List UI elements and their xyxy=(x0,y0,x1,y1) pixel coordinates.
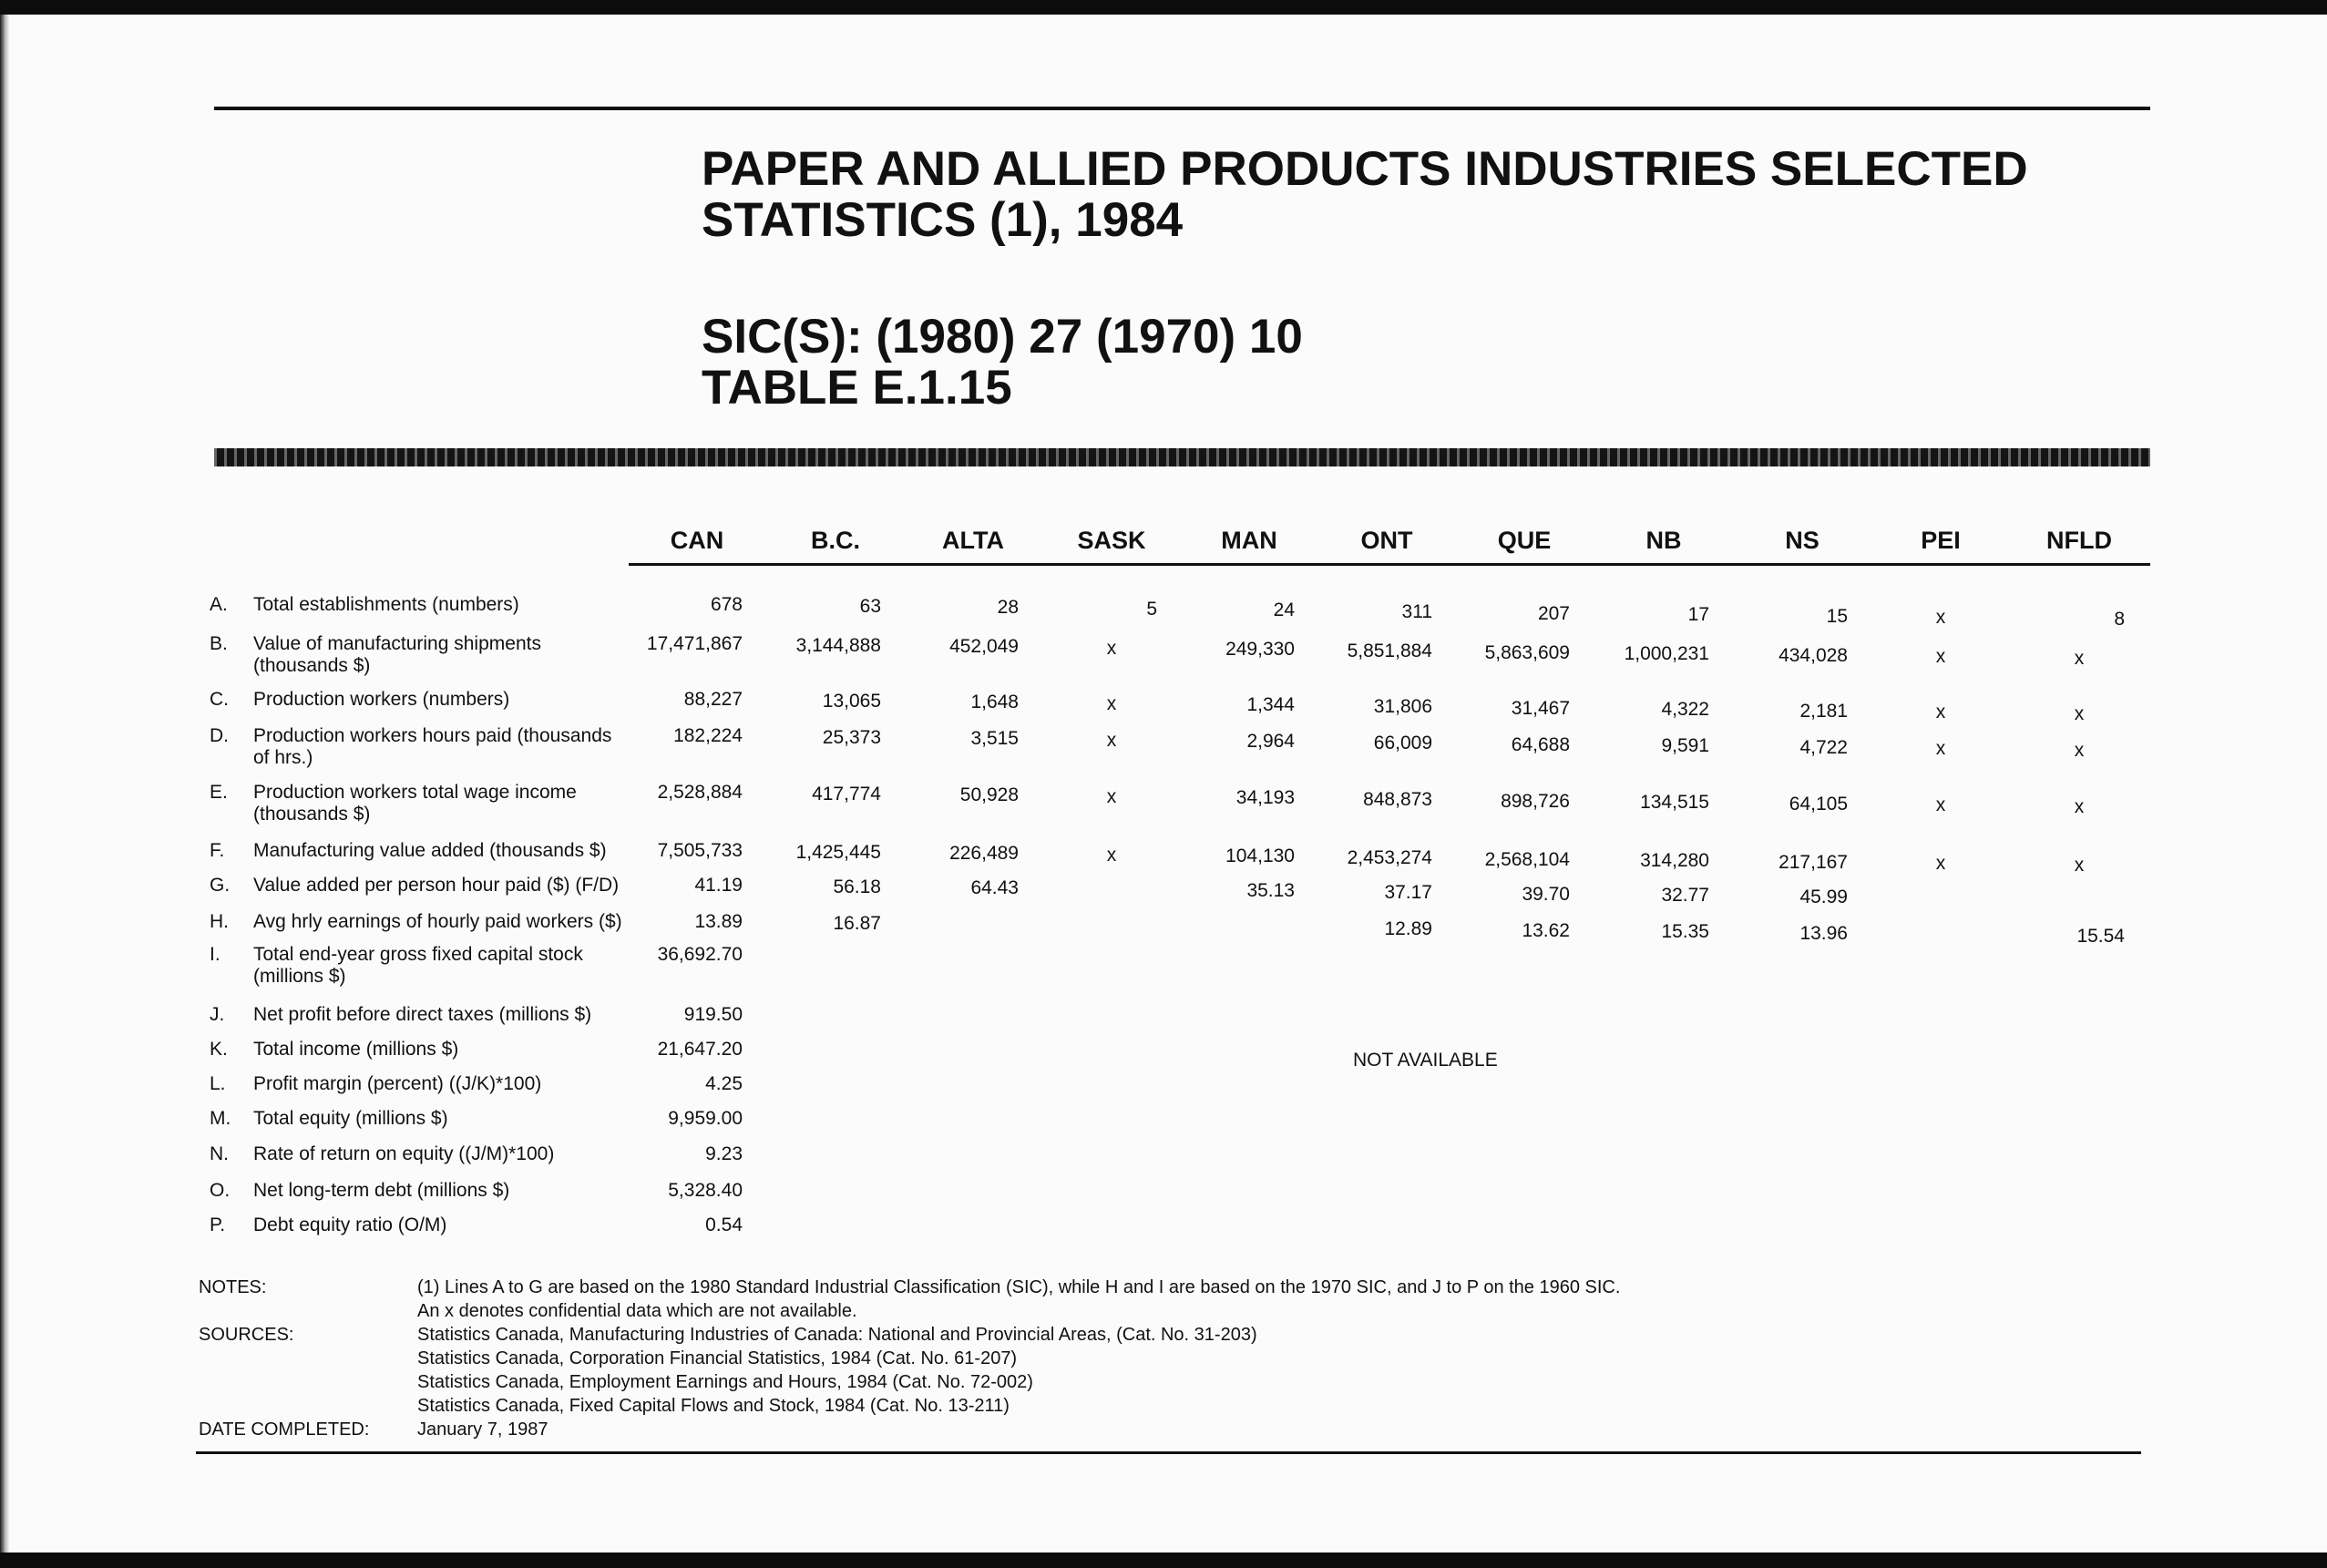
table-cell: 16.87 xyxy=(833,912,881,934)
table-cell: x xyxy=(2074,703,2085,724)
table-cell: 434,028 xyxy=(1779,644,1848,666)
sic-header xyxy=(702,312,1303,414)
row-label: Net profit before direct taxes (millions $) xyxy=(253,1004,592,1025)
table-cell: x xyxy=(1935,646,1946,668)
table-cell: 104,130 xyxy=(1225,845,1295,867)
row-label: Profit margin (percent) ((J/K)*100) xyxy=(253,1073,542,1094)
table-cell: x xyxy=(1106,844,1117,866)
table-cell: 15.35 xyxy=(1661,921,1709,943)
row-label: Value of manufacturing shipments (thousands $) xyxy=(253,633,541,676)
table-cell: 17 xyxy=(1687,604,1709,626)
column-header: QUE xyxy=(1497,527,1552,554)
header-band xyxy=(214,448,2150,466)
row-label: Total equity (millions $) xyxy=(253,1108,448,1129)
table-cell: 28 xyxy=(997,597,1019,619)
row-letter: L. xyxy=(210,1073,226,1094)
table-cell: 45.99 xyxy=(1799,886,1848,907)
table-cell: 88,227 xyxy=(683,689,743,710)
column-header: NB xyxy=(1645,527,1682,554)
column-header: CAN xyxy=(670,527,724,554)
table-cell: 314,280 xyxy=(1640,850,1709,872)
table-cell: x xyxy=(1106,785,1117,807)
table-cell: 12.89 xyxy=(1384,918,1432,939)
table-cell: 1,344 xyxy=(1246,694,1295,716)
table-cell: 1,425,445 xyxy=(795,841,881,863)
table-cell: 1,000,231 xyxy=(1624,643,1709,665)
table-cell: 13.62 xyxy=(1522,919,1570,941)
table-cell: x xyxy=(1106,729,1117,751)
column-header: ALTA xyxy=(942,527,1004,554)
table-cell: 0.54 xyxy=(705,1214,743,1235)
table-id: TABLE E.1.15 xyxy=(702,361,1012,415)
table-cell: 417,774 xyxy=(812,783,881,804)
sources-label: SOURCES: xyxy=(199,1325,294,1345)
table-cell: 37.17 xyxy=(1384,882,1432,903)
table-cell: 3,515 xyxy=(970,728,1019,750)
table-cell: 64,688 xyxy=(1511,733,1570,755)
bottom-rule xyxy=(196,1451,2141,1454)
table-cell: 17,471,867 xyxy=(646,633,743,654)
table-cell: 898,726 xyxy=(1501,790,1570,812)
table-cell: 678 xyxy=(710,594,743,615)
row-letter: H. xyxy=(210,911,229,932)
source-item: Statistics Canada, Employment Earnings and Hours, 1984 (Cat. No. 72-002) xyxy=(417,1372,1033,1392)
column-header: PEI xyxy=(1921,527,1961,554)
table-cell: 2,453,274 xyxy=(1347,847,1432,868)
table-cell: 50,928 xyxy=(959,784,1019,806)
row-letter: F. xyxy=(210,840,225,861)
row-letter: J. xyxy=(210,1004,225,1025)
column-header: NS xyxy=(1785,527,1820,554)
table-cell: 9,591 xyxy=(1661,735,1709,757)
table-cell: 2,528,884 xyxy=(657,782,743,803)
table-cell: 134,515 xyxy=(1640,792,1709,814)
table-cell: x xyxy=(2074,796,2085,817)
table-cell: x xyxy=(1106,692,1117,714)
row-label: Production workers total wage income (thousands $) xyxy=(253,782,577,825)
row-label: Total end-year gross fixed capital stock (millions $) xyxy=(253,944,583,987)
row-letter: D. xyxy=(210,725,229,746)
table-cell: 4,722 xyxy=(1799,736,1848,758)
table-cell: 2,568,104 xyxy=(1484,848,1570,870)
table-cell: 919.50 xyxy=(683,1004,743,1025)
not-available-note: NOT AVAILABLE xyxy=(1353,1050,1498,1071)
table-cell: x xyxy=(1935,702,1946,723)
row-letter: O. xyxy=(210,1180,231,1201)
table-cell: 311 xyxy=(1401,601,1432,622)
table-cell: 25,373 xyxy=(822,726,881,748)
source-item: Statistics Canada, Fixed Capital Flows and Stock, 1984 (Cat. No. 13-211) xyxy=(417,1396,1010,1416)
row-label: Rate of return on equity ((J/M)*100) xyxy=(253,1143,555,1164)
table-cell: 2,181 xyxy=(1799,700,1848,722)
table-cell: 3,144,888 xyxy=(795,634,881,656)
table-cell: 39.70 xyxy=(1522,883,1570,905)
table-cell: 8 xyxy=(2114,609,2125,630)
scan-edge-bottom xyxy=(0,1553,2327,1568)
row-label: Total establishments (numbers) xyxy=(253,594,519,615)
date-completed: January 7, 1987 xyxy=(417,1419,548,1440)
table-cell: 36,692.70 xyxy=(657,944,743,965)
table-cell: 15 xyxy=(1826,605,1848,627)
table-cell: 207 xyxy=(1537,602,1570,624)
row-letter: K. xyxy=(210,1039,228,1060)
row-label: Avg hrly earnings of hourly paid workers ($) xyxy=(253,911,622,932)
row-label: Total income (millions $) xyxy=(253,1039,459,1060)
row-letter: C. xyxy=(210,689,229,710)
row-letter: E. xyxy=(210,782,228,803)
table-cell: 15.54 xyxy=(2076,926,2125,947)
table-cell: 452,049 xyxy=(949,636,1019,658)
table-cell: 1,648 xyxy=(970,692,1019,713)
table-cell: 9,959.00 xyxy=(668,1108,743,1129)
table-cell: 4,322 xyxy=(1661,699,1709,721)
sic-codes: SIC(S): (1980) 27 (1970) 10 xyxy=(702,310,1303,364)
table-cell: 31,467 xyxy=(1511,697,1570,719)
table-cell: 24 xyxy=(1273,600,1295,621)
table-cell: 56.18 xyxy=(833,876,881,897)
table-cell: 13,065 xyxy=(822,690,881,712)
column-header: B.C. xyxy=(811,527,860,554)
table-cell: 5,863,609 xyxy=(1484,641,1570,663)
row-label: Debt equity ratio (O/M) xyxy=(253,1214,447,1235)
row-label: Value added per person hour paid ($) (F/D) xyxy=(253,875,620,896)
table-cell: 7,505,733 xyxy=(657,840,743,861)
note-2: An x denotes confidential data which are not available. xyxy=(417,1301,857,1321)
column-header-rule xyxy=(629,563,2150,566)
table-cell: 64,105 xyxy=(1789,793,1848,815)
document-title: PAPER AND ALLIED PRODUCTS INDUSTRIES SELECTED STATISTICS (1), 1984 xyxy=(702,142,2028,247)
table-cell: 5,328.40 xyxy=(668,1180,743,1201)
column-header: ONT xyxy=(1360,527,1413,554)
table-cell: 34,193 xyxy=(1235,787,1295,809)
row-letter: P. xyxy=(210,1214,226,1235)
table-cell: 5 xyxy=(1146,598,1157,620)
table-cell: x xyxy=(1935,607,1946,629)
table-cell: 848,873 xyxy=(1363,789,1432,810)
source-item: Statistics Canada, Corporation Financial Statistics, 1984 (Cat. No. 61-207) xyxy=(417,1348,1018,1368)
table-cell: x xyxy=(2074,740,2085,761)
table-cell: 63 xyxy=(859,595,881,617)
table-cell: x xyxy=(2074,855,2085,876)
table-cell: 35.13 xyxy=(1246,880,1295,902)
row-label: Production workers hours paid (thousands of hrs.) xyxy=(253,725,612,768)
table-cell: 64.43 xyxy=(970,877,1019,899)
table-cell: 5,851,884 xyxy=(1347,641,1432,661)
row-label: Net long-term debt (millions $) xyxy=(253,1180,510,1201)
table-cell: 182,224 xyxy=(673,725,743,746)
table-cell: 66,009 xyxy=(1373,733,1432,753)
row-label: Manufacturing value added (thousands $) xyxy=(253,840,607,861)
table-cell: 13.89 xyxy=(694,911,743,932)
table-cell: 9.23 xyxy=(705,1143,743,1164)
table-cell: 13.96 xyxy=(1799,922,1848,944)
top-rule xyxy=(214,107,2150,110)
row-letter: I. xyxy=(210,944,220,965)
table-cell: 2,964 xyxy=(1246,731,1295,753)
scan-edge-top xyxy=(0,0,2327,15)
table-cell: 21,647.20 xyxy=(657,1039,743,1060)
table-cell: x xyxy=(1935,794,1946,816)
row-label: Production workers (numbers) xyxy=(253,689,510,710)
row-letter: M. xyxy=(210,1108,231,1129)
table-cell: 217,167 xyxy=(1779,851,1848,873)
table-cell: 4.25 xyxy=(705,1073,743,1094)
date-completed-label: DATE COMPLETED: xyxy=(199,1419,370,1440)
table-cell: x xyxy=(1935,853,1946,875)
source-item: Statistics Canada, Manufacturing Industries of Canada: National and Provincial Areas, (Cat. No. 31-203) xyxy=(417,1325,1257,1345)
column-header: SASK xyxy=(1077,527,1146,554)
table-cell: x xyxy=(1106,637,1117,659)
scan-edge-left xyxy=(0,15,9,1554)
table-cell: 249,330 xyxy=(1225,639,1295,661)
table-cell: x xyxy=(2074,648,2085,669)
row-letter: B. xyxy=(210,633,228,654)
table-cell: 226,489 xyxy=(949,843,1019,865)
note-1: (1) Lines A to G are based on the 1980 Standard Industrial Classification (SIC), while H and I are based on the 1970 SIC, and J to P on the 1960 SIC. xyxy=(417,1277,1621,1297)
row-letter: N. xyxy=(210,1143,229,1164)
column-header: NFLD xyxy=(2046,527,2112,554)
row-letter: A. xyxy=(210,594,228,615)
row-letter: G. xyxy=(210,875,231,896)
table-cell: 32.77 xyxy=(1661,885,1709,907)
column-header: MAN xyxy=(1221,527,1277,554)
table-cell: 41.19 xyxy=(694,875,743,896)
table-cell: 31,806 xyxy=(1373,696,1432,717)
table-cell: x xyxy=(1935,738,1946,760)
notes-label: NOTES: xyxy=(199,1277,267,1297)
